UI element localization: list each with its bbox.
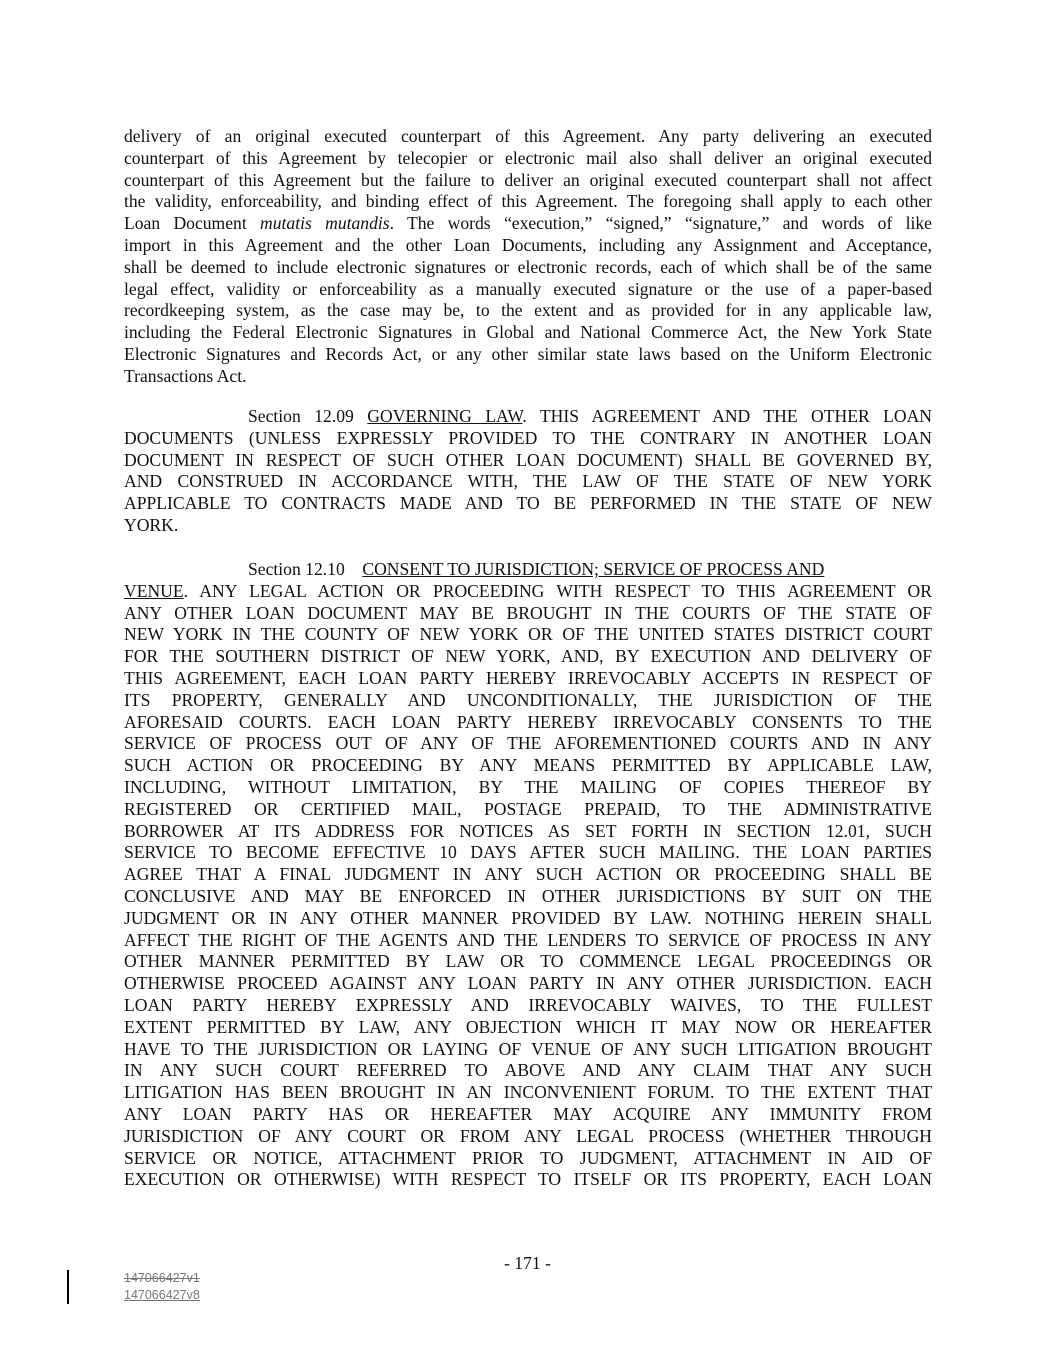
text-line: ANY LOAN PARTY HAS OR HEREAFTER MAY ACQUIRE ANY IMMUNITY FROM xyxy=(124,1103,932,1124)
text-line: counterpart of this Agreement by telecopier or electronic mail also shall deliver an original executed xyxy=(124,147,932,168)
section-heading-continued: VENUE xyxy=(124,580,184,601)
text-line: legal effect, validity or enforceability as a manually executed signature or the use of a paper-based xyxy=(124,278,932,299)
text-run: . ANY LEGAL ACTION OR PROCEEDING WITH RESPECT TO THIS AGREEMENT OR xyxy=(183,580,932,601)
text-line: YORK. xyxy=(124,514,179,535)
page-number: - 171 - xyxy=(504,1253,551,1273)
text-line: LITIGATION HAS BEEN BROUGHT IN AN INCONVENIENT FORUM. TO THE EXTENT THAT xyxy=(124,1082,932,1103)
text-line: AFORESAID COURTS. EACH LOAN PARTY HEREBY IRREVOCABLY CONSENTS TO THE xyxy=(124,711,932,732)
text-line: INCLUDING, WITHOUT LIMITATION, BY THE MAILING OF COPIES THEREOF BY xyxy=(124,776,932,797)
section-heading-line xyxy=(124,406,932,428)
section-heading: GOVERNING LAW xyxy=(367,406,523,426)
text-line: SERVICE TO BECOME EFFECTIVE 10 DAYS AFTER SUCH MAILING. THE LOAN PARTIES xyxy=(124,842,932,863)
text-line: APPLICABLE TO CONTRACTS MADE AND TO BE PERFORMED IN THE STATE OF NEW xyxy=(124,493,932,514)
text-line: SUCH ACTION OR PROCEEDING BY ANY MEANS PERMITTED BY APPLICABLE LAW, xyxy=(124,755,932,776)
text-line: import in this Agreement and the other Loan Documents, including any Assignment and Acceptance, xyxy=(124,234,932,255)
text-line: ANY OTHER LOAN DOCUMENT MAY BE BROUGHT IN THE COURTS OF THE STATE OF xyxy=(124,602,932,623)
text-line: EXECUTION OR OTHERWISE) WITH RESPECT TO ITSELF OR ITS PROPERTY, EACH LOAN xyxy=(124,1169,932,1190)
text-line: AFFECT THE RIGHT OF THE AGENTS AND THE LENDERS TO SERVICE OF PROCESS IN ANY xyxy=(124,929,932,950)
italic-term: mutatis mutandis xyxy=(260,213,390,234)
text-line: SERVICE OF PROCESS OUT OF ANY OF THE AFOREMENTIONED COURTS AND IN ANY xyxy=(124,733,932,754)
text-run: . THIS AGREEMENT AND THE OTHER LOAN xyxy=(522,406,933,426)
text-line: AND CONSTRUED IN ACCORDANCE WITH, THE LAW OF THE STATE OF NEW YORK xyxy=(124,471,932,492)
document-id-inserted: 147066427v8 xyxy=(124,1288,200,1302)
text-line: Transactions Act. xyxy=(124,365,247,386)
text-line: including the Federal Electronic Signatures in Global and National Commerce Act, the New York State xyxy=(124,322,932,343)
text-line: JURISDICTION OF ANY COURT OR FROM ANY LEGAL PROCESS (WHETHER THROUGH xyxy=(124,1125,932,1146)
text-line: EXTENT PERMITTED BY LAW, ANY OBJECTION WHICH IT MAY NOW OR HEREAFTER xyxy=(124,1016,932,1037)
text-run: . The words “execution,” “signed,” “signature,” and words of like xyxy=(389,213,932,234)
paragraph-counterparts xyxy=(124,126,932,388)
text-line: the validity, enforceability, and binding effect of this Agreement. The foregoing shall apply to each other xyxy=(124,191,932,212)
text-line: Electronic Signatures and Records Act, or any other similar state laws based on the Uniform Electronic xyxy=(124,343,932,364)
text-line: OTHERWISE PROCEED AGAINST ANY LOAN PARTY IN ANY OTHER JURISDICTION. EACH xyxy=(124,973,932,994)
section-number: Section 12.09 xyxy=(248,406,368,426)
document-id-deleted: 147066427v1 xyxy=(124,1271,200,1285)
revision-change-bar xyxy=(67,1270,69,1304)
text-line: IN ANY SUCH COURT REFERRED TO ABOVE AND ANY CLAIM THAT ANY SUCH xyxy=(124,1060,932,1081)
text-line: shall be deemed to include electronic signatures or electronic records, each of which shall be of the same xyxy=(124,256,932,277)
text-line xyxy=(124,581,932,603)
text-line: NEW YORK IN THE COUNTY OF NEW YORK OR OF THE UNITED STATES DISTRICT COURT xyxy=(124,624,932,645)
text-line: recordkeeping system, as the case may be, to the extent and as provided for in any applicable law, xyxy=(124,300,932,321)
text-run: Loan Document xyxy=(124,213,261,234)
text-line: THIS AGREEMENT, EACH LOAN PARTY HEREBY IRREVOCABLY ACCEPTS IN RESPECT OF xyxy=(124,667,932,688)
text-line: OTHER MANNER PERMITTED BY LAW OR TO COMMENCE LEGAL PROCEEDINGS OR xyxy=(124,951,932,972)
text-line: JUDGMENT OR IN ANY OTHER MANNER PROVIDED BY LAW. NOTHING HEREIN SHALL xyxy=(124,907,932,928)
section-heading: CONSENT TO JURISDICTION; SERVICE OF PROCESS AND xyxy=(362,559,825,579)
text-line: DOCUMENT IN RESPECT OF SUCH OTHER LOAN DOCUMENT) SHALL BE GOVERNED BY, xyxy=(124,449,932,470)
text-line: delivery of an original executed counterpart of this Agreement. Any party delivering an executed xyxy=(124,126,932,146)
section-12-09-governing-law xyxy=(124,406,932,537)
section-heading-line xyxy=(124,559,1019,581)
text-line: SERVICE OR NOTICE, ATTACHMENT PRIOR TO JUDGMENT, ATTACHMENT IN AID OF xyxy=(124,1147,932,1168)
text-line: HAVE TO THE JURISDICTION OR LAYING OF VENUE OF ANY SUCH LITIGATION BROUGHT xyxy=(124,1038,932,1059)
text-line: FOR THE SOUTHERN DISTRICT OF NEW YORK, AND, BY EXECUTION AND DELIVERY OF xyxy=(124,646,932,667)
text-line: BORROWER AT ITS ADDRESS FOR NOTICES AS SET FORTH IN SECTION 12.01, SUCH xyxy=(124,820,932,841)
text-line xyxy=(124,213,932,235)
text-line: REGISTERED OR CERTIFIED MAIL, POSTAGE PREPAID, TO THE ADMINISTRATIVE xyxy=(124,798,932,819)
text-line: CONCLUSIVE AND MAY BE ENFORCED IN OTHER JURISDICTIONS BY SUIT ON THE xyxy=(124,885,932,906)
text-line: AGREE THAT A FINAL JUDGMENT IN ANY SUCH ACTION OR PROCEEDING SHALL BE xyxy=(124,864,932,885)
section-12-10-consent-to-jurisdiction xyxy=(124,559,932,1191)
text-line: LOAN PARTY HEREBY EXPRESSLY AND IRREVOCABLY WAIVES, TO THE FULLEST xyxy=(124,994,932,1015)
text-line: DOCUMENTS (UNLESS EXPRESSLY PROVIDED TO THE CONTRARY IN ANOTHER LOAN xyxy=(124,427,932,448)
section-number: Section 12.10 xyxy=(248,559,363,579)
text-line: counterpart of this Agreement but the failure to deliver an original executed counterpart shall not affect xyxy=(124,169,932,190)
text-line: ITS PROPERTY, GENERALLY AND UNCONDITIONALLY, THE JURISDICTION OF THE xyxy=(124,689,932,710)
